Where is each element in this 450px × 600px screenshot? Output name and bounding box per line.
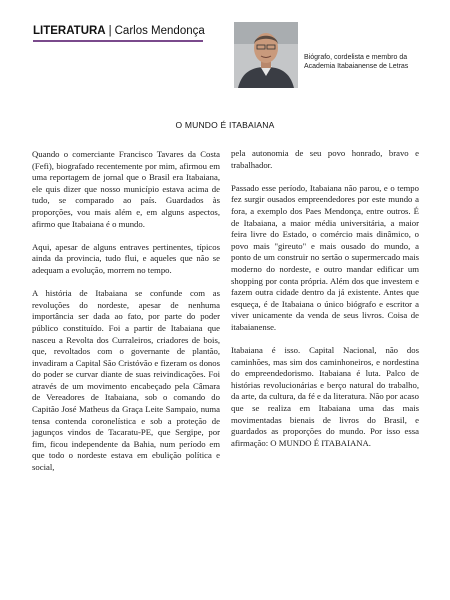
paragraph: A história de Itabaiana se confunde com as revoluções do nordeste, apesar de nenhuma importância ser dada ao fato, por parte do poder público constituído. Foi a partir de Itabaiana que nasceu a Revolta dos Curraleiros, criadores de bois, que, revoltados com o governante de plantão, invadiram a Capital São Cristóvão e fizeram os donos do poder se curvar diante de suas reivindicações. Foi através de um movimento encabeçado pela Câmara de Vereadores de Itabaiana, sob o comando do Capitão José Matheus da Graça Leite Sampaio, numa tensa contenda coronelística e sob a proteção de jagunços vindos de Tacaratu-PE, que Sergipe, por fim, ficou independente da Bahia, num período em que todo o nordeste estava em ebulição política e social, bbox=[32, 288, 220, 473]
paragraph: Quando o comerciante Francisco Tavares da Costa (Fefi), biografado recentemente por mim, afirmou em uma reportagem de jornal que o Brasil era Itabaiana, ele quis dizer que nosso município estava acima de tudo, se comparado ao país. Guardados às proporções, vou mais além e, em alguns aspectos, afirmo que Itabaiana é o mundo. bbox=[32, 149, 220, 229]
author-bio: Biógrafo, cordelista e membro da Academia Itabaianense de Letras bbox=[304, 54, 409, 70]
article-left-column bbox=[32, 149, 220, 485]
section-title: LITERATURA bbox=[33, 25, 106, 37]
author-photo bbox=[234, 22, 298, 88]
paragraph: pela autonomia de seu povo honrado, bravo e trabalhador. bbox=[231, 148, 419, 170]
author-portrait-image bbox=[234, 22, 298, 88]
paragraph: Aqui, apesar de alguns entraves pertinentes, típicos ainda da provincia, tudo flui, e aqueles que não se adequam a evolução, morrem no tempo. bbox=[32, 241, 220, 275]
paragraph: Itabaiana é isso. Capital Nacional, não dos caminhões, mas sim dos caminhoneiros, e nordestina do empreendedorismo. Itabaiana é luta. Palco de histórias revolucionárias e berço natural do trabalho, da arte, da cultura, da fé e da literatura. Não por acaso que se realiza em Itabaiana uma das mais movimentadas bienais de livros do Brasil, e guardados as proporções do mundo. Por isso essa afirmação: O MUNDO É ITABAIANA. bbox=[231, 345, 419, 448]
article-title: O MUNDO É ITABAIANA bbox=[175, 120, 275, 130]
header-separator: | bbox=[108, 25, 112, 37]
paragraph: Passado esse período, Itabaiana não parou, e o tempo fez surgir ousados empreendedores por este mundo a fora, a exemplo dos Paes Mendonça, entre outros. É de Itabaiana, a maior média universitária, a maior feira livre do Estado, o comércio mais dinâmico, o povo mais "gireuto" e mais ousado do mundo, a ponto de um construir no sertão o supermercado mais moderno do nordeste, e outro mandar edificar um shopping por conta própria. Além dos que investem e fazem outra cidade dentro da já existente. Antes que esqueça, é de Itabaiana o único biógrafo e escritor a viver unicamente da venda de seus livros. Coisa de itabaianense. bbox=[231, 182, 419, 332]
article-right-column bbox=[231, 148, 419, 461]
header-rule bbox=[33, 40, 203, 42]
column-header bbox=[33, 25, 203, 37]
author-name: Carlos Mendonça bbox=[114, 25, 205, 37]
